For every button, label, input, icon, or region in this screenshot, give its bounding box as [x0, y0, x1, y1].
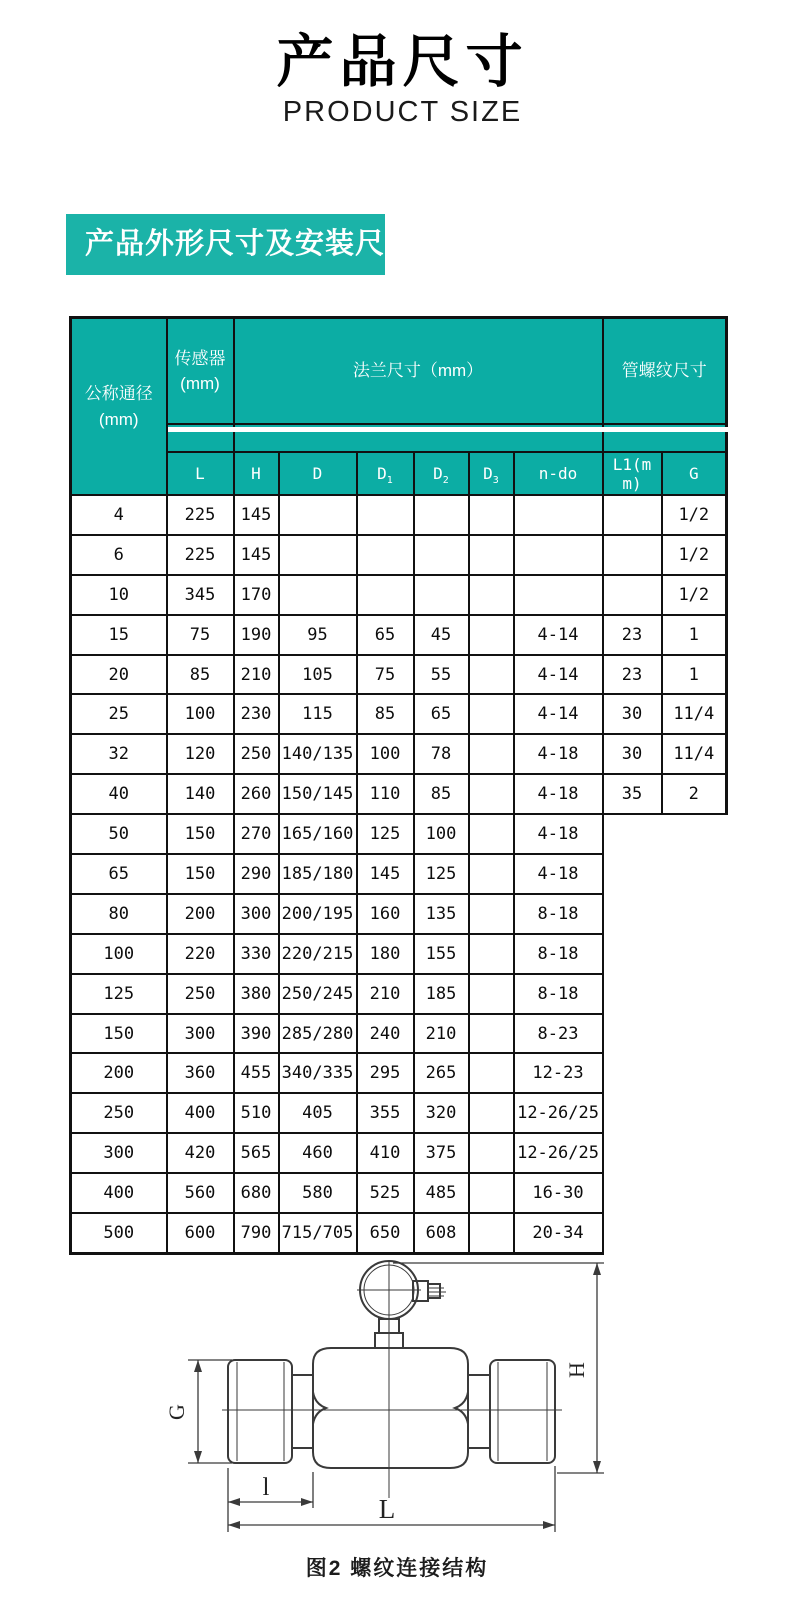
table-cell: [514, 495, 603, 535]
table-cell: 80: [71, 894, 167, 934]
table-cell: 150: [167, 814, 234, 854]
table-row: [71, 535, 727, 575]
table-cell: 11/4: [662, 734, 727, 774]
table-cell: 110: [357, 774, 414, 814]
table-cell: 185/180: [279, 854, 357, 894]
table-row: [71, 1133, 727, 1173]
table-cell: [603, 1093, 662, 1133]
table-cell: [662, 1173, 727, 1213]
table-cell: [469, 495, 514, 535]
table-cell: 15: [71, 615, 167, 655]
table-cell: 50: [71, 814, 167, 854]
table-cell: 190: [234, 615, 279, 655]
table-cell: 565: [234, 1133, 279, 1173]
table-cell: 300: [71, 1133, 167, 1173]
g-arrow-up: [194, 1360, 202, 1372]
table-cell: 145: [234, 495, 279, 535]
header-gap-strip: [168, 427, 728, 432]
table-cell: 125: [414, 854, 469, 894]
L-dimension-label: L: [378, 1494, 396, 1524]
table-cell: 8-18: [514, 894, 603, 934]
table-cell: 12-26/25: [514, 1093, 603, 1133]
table-cell: [603, 1053, 662, 1093]
table-cell: 1: [662, 655, 727, 695]
table-cell: 300: [234, 894, 279, 934]
table-cell: 210: [234, 655, 279, 695]
table-row: [71, 575, 727, 615]
table-cell: 200: [71, 1053, 167, 1093]
table-cell: [603, 1133, 662, 1173]
table-cell: 65: [414, 694, 469, 734]
table-cell: [357, 535, 414, 575]
table-cell: [279, 575, 357, 615]
table-cell: 8-18: [514, 974, 603, 1014]
table-cell: 145: [234, 535, 279, 575]
table-cell: 230: [234, 694, 279, 734]
table-row: [71, 814, 727, 854]
page-title: 产品尺寸: [276, 30, 529, 94]
table-cell: 95: [279, 615, 357, 655]
table-cell: 150: [167, 854, 234, 894]
table-cell: 160: [357, 894, 414, 934]
table-cell: 65: [71, 854, 167, 894]
header-group-pipe-thread-text: 管螺纹尺寸: [621, 361, 707, 381]
table-cell: 4-18: [514, 814, 603, 854]
table-cell: 330: [234, 934, 279, 974]
table-cell: [603, 1014, 662, 1054]
table-cell: [469, 1093, 514, 1133]
table-cell: 185: [414, 974, 469, 1014]
table-cell: [603, 495, 662, 535]
table-cell: 225: [167, 535, 234, 575]
table-cell: 30: [603, 734, 662, 774]
table-cell: 100: [71, 934, 167, 974]
table-cell: 680: [234, 1173, 279, 1213]
table-cell: [603, 1173, 662, 1213]
L-arrow-right: [543, 1521, 555, 1529]
table-cell: 420: [167, 1133, 234, 1173]
table-cell: 790: [234, 1213, 279, 1253]
table-cell: 8-23: [514, 1014, 603, 1054]
table-cell: 460: [279, 1133, 357, 1173]
table-cell: 100: [167, 694, 234, 734]
table-cell: [514, 575, 603, 615]
table-cell: [414, 495, 469, 535]
column-header-L: L: [167, 452, 234, 495]
table-cell: 285/280: [279, 1014, 357, 1054]
table-cell: [662, 1053, 727, 1093]
column-header-D: D: [279, 452, 357, 495]
table-cell: 290: [234, 854, 279, 894]
table-cell: 510: [234, 1093, 279, 1133]
table-cell: 300: [167, 1014, 234, 1054]
section-banner: 产品外形尺寸及安装尺寸: [66, 214, 385, 275]
table-row: [71, 934, 727, 974]
table-cell: 400: [167, 1093, 234, 1133]
table-cell: 12-26/25: [514, 1133, 603, 1173]
table-cell: 410: [357, 1133, 414, 1173]
table-cell: [414, 575, 469, 615]
table-cell: [469, 1133, 514, 1173]
table-cell: 11/4: [662, 694, 727, 734]
table-cell: [469, 615, 514, 655]
table-cell: 4-14: [514, 655, 603, 695]
table-cell: [469, 1173, 514, 1213]
table-cell: 140: [167, 774, 234, 814]
table-cell: 360: [167, 1053, 234, 1093]
table-cell: 150/145: [279, 774, 357, 814]
table-row: [71, 615, 727, 655]
l-dimension-label: l: [262, 1474, 270, 1501]
table-cell: 20-34: [514, 1213, 603, 1253]
table-cell: 40: [71, 774, 167, 814]
column-header-H: H: [234, 452, 279, 495]
table-cell: 155: [414, 934, 469, 974]
g-arrow-down: [194, 1451, 202, 1463]
table-cell: [357, 575, 414, 615]
table-cell: [603, 814, 662, 854]
table-cell: [603, 934, 662, 974]
h-arrow-up: [593, 1263, 601, 1275]
table-cell: 23: [603, 655, 662, 695]
table-cell: 85: [414, 774, 469, 814]
table-cell: [603, 894, 662, 934]
table-cell: 1/2: [662, 495, 727, 535]
table-row: [71, 694, 727, 734]
table-cell: 4-18: [514, 774, 603, 814]
header-group-sensor-unit: (mm): [180, 374, 220, 393]
table-cell: [469, 1053, 514, 1093]
table-cell: 500: [71, 1213, 167, 1253]
column-header-D3: $D_3$: [469, 452, 514, 495]
table-cell: [469, 575, 514, 615]
l-arrow-left: [228, 1498, 240, 1506]
table-cell: [469, 535, 514, 575]
table-cell: 345: [167, 575, 234, 615]
table-cell: [662, 1133, 727, 1173]
table-cell: 375: [414, 1133, 469, 1173]
table-row: [71, 854, 727, 894]
table-cell: [469, 655, 514, 695]
table-cell: 608: [414, 1213, 469, 1253]
table-cell: 78: [414, 734, 469, 774]
header-nominal-diameter-unit: (mm): [98, 409, 139, 429]
table-cell: 265: [414, 1053, 469, 1093]
table-cell: 4: [71, 495, 167, 535]
table-cell: 220: [167, 934, 234, 974]
table-cell: [662, 894, 727, 934]
table-cell: 390: [234, 1014, 279, 1054]
table-cell: 145: [357, 854, 414, 894]
table-cell: 525: [357, 1173, 414, 1213]
table-cell: 715/705: [279, 1213, 357, 1253]
table-cell: 340/335: [279, 1053, 357, 1093]
figure-caption: 图2 螺纹连接结构: [305, 1557, 489, 1580]
table-cell: 4-14: [514, 615, 603, 655]
table-cell: [603, 974, 662, 1014]
h-arrow-down: [593, 1461, 601, 1473]
page-subtitle: PRODUCT SIZE: [282, 96, 523, 128]
table-row: [71, 495, 727, 535]
table-cell: 65: [357, 615, 414, 655]
table-cell: [662, 854, 727, 894]
table-cell: [662, 934, 727, 974]
table-cell: [357, 495, 414, 535]
table-cell: 1: [662, 615, 727, 655]
gauge-side-connector: [413, 1281, 428, 1301]
table-cell: [469, 774, 514, 814]
table-cell: 200: [167, 894, 234, 934]
table-cell: 6: [71, 535, 167, 575]
table-cell: [662, 814, 727, 854]
table-cell: 32: [71, 734, 167, 774]
table-cell: [603, 854, 662, 894]
column-header-G: G: [662, 452, 727, 495]
table-cell: [469, 854, 514, 894]
table-cell: 650: [357, 1213, 414, 1253]
table-cell: 225: [167, 495, 234, 535]
table-cell: [662, 1213, 727, 1253]
table-cell: 580: [279, 1173, 357, 1213]
header-group-flange-text: 法兰尺寸（mm）: [352, 361, 484, 381]
column-header-L1: L1(mm): [603, 452, 662, 495]
table-cell: [469, 974, 514, 1014]
header-group-flange: [234, 318, 603, 425]
table-cell: 100: [414, 814, 469, 854]
right-neck: [468, 1375, 490, 1448]
table-cell: 10: [71, 575, 167, 615]
table-cell: 170: [234, 575, 279, 615]
table-cell: [469, 694, 514, 734]
header-group-sensor-text: 传感器: [174, 348, 226, 368]
table-cell: 100: [357, 734, 414, 774]
table-cell: [279, 495, 357, 535]
table-cell: 45: [414, 615, 469, 655]
table-cell: 125: [357, 814, 414, 854]
right-fitting: [490, 1360, 555, 1463]
table-cell: [514, 535, 603, 575]
column-header-D2: $D_2$: [414, 452, 469, 495]
table-cell: 210: [414, 1014, 469, 1054]
table-cell: 8-18: [514, 934, 603, 974]
table-row: [71, 1053, 727, 1093]
table-cell: 23: [603, 615, 662, 655]
table-row: [71, 974, 727, 1014]
table-cell: 20: [71, 655, 167, 695]
table-cell: 455: [234, 1053, 279, 1093]
table-cell: 120: [167, 734, 234, 774]
table-cell: 4-14: [514, 694, 603, 734]
l-arrow-right: [301, 1498, 313, 1506]
table-cell: 250/245: [279, 974, 357, 1014]
table-cell: 250: [234, 734, 279, 774]
table-row: [71, 1173, 727, 1213]
header-group-sensor: [167, 318, 234, 425]
h-dimension-label: H: [564, 1362, 589, 1378]
table-cell: 270: [234, 814, 279, 854]
table-cell: 105: [279, 655, 357, 695]
table-cell: [662, 974, 727, 1014]
table-row: [71, 655, 727, 695]
table-cell: 135: [414, 894, 469, 934]
table-cell: [662, 1014, 727, 1054]
table-cell: 75: [167, 615, 234, 655]
g-dimension-label: G: [164, 1404, 189, 1420]
table-cell: 85: [357, 694, 414, 734]
table-cell: [603, 535, 662, 575]
table-cell: [469, 814, 514, 854]
table-cell: 12-23: [514, 1053, 603, 1093]
table-cell: 200/195: [279, 894, 357, 934]
table-cell: [279, 535, 357, 575]
column-header-D1: $D_1$: [357, 452, 414, 495]
table-cell: 380: [234, 974, 279, 1014]
table-cell: 16-30: [514, 1173, 603, 1213]
table-cell: 85: [167, 655, 234, 695]
table-cell: 1/2: [662, 535, 727, 575]
table-cell: 30: [603, 694, 662, 734]
table-cell: [469, 894, 514, 934]
left-neck: [292, 1375, 313, 1448]
table-body: [71, 495, 727, 1253]
table-cell: 55: [414, 655, 469, 695]
table-cell: 355: [357, 1093, 414, 1133]
table-cell: [603, 575, 662, 615]
table-cell: 405: [279, 1093, 357, 1133]
table-row: [71, 1014, 727, 1054]
table-cell: 250: [71, 1093, 167, 1133]
header-nominal-diameter: [71, 318, 167, 496]
table-cell: 240: [357, 1014, 414, 1054]
table-cell: 150: [71, 1014, 167, 1054]
dimensions-table: [69, 316, 728, 1255]
table-cell: 1/2: [662, 575, 727, 615]
table-row: [71, 894, 727, 934]
table-cell: 75: [357, 655, 414, 695]
table-cell: [414, 535, 469, 575]
table-cell: 25: [71, 694, 167, 734]
header-nominal-diameter-text: 公称通径: [84, 384, 153, 403]
threaded-connection-diagram: [150, 1228, 650, 1540]
table-row: [71, 774, 727, 814]
table-cell: 4-18: [514, 734, 603, 774]
table-cell: 165/160: [279, 814, 357, 854]
table-cell: 220/215: [279, 934, 357, 974]
table-cell: 125: [71, 974, 167, 1014]
table-cell: 320: [414, 1093, 469, 1133]
table-cell: 140/135: [279, 734, 357, 774]
dimensions-table-wrapper: [69, 316, 728, 1255]
table-row: [71, 734, 727, 774]
table-cell: [469, 734, 514, 774]
table-cell: 180: [357, 934, 414, 974]
header-group-pipe-thread: [603, 318, 727, 425]
table-cell: 35: [603, 774, 662, 814]
table-cell: 295: [357, 1053, 414, 1093]
table-cell: 210: [357, 974, 414, 1014]
L-arrow-left: [228, 1521, 240, 1529]
table-cell: [469, 1014, 514, 1054]
table-cell: 600: [167, 1213, 234, 1253]
left-fitting: [228, 1360, 292, 1463]
table-row: [71, 1093, 727, 1133]
table-cell: 260: [234, 774, 279, 814]
column-header-ndo: n-do: [514, 452, 603, 495]
table-cell: 2: [662, 774, 727, 814]
table-cell: 115: [279, 694, 357, 734]
table-cell: 400: [71, 1173, 167, 1213]
table-cell: 485: [414, 1173, 469, 1213]
table-cell: 4-18: [514, 854, 603, 894]
table-cell: [469, 934, 514, 974]
meter-body: [313, 1348, 468, 1468]
table-cell: 250: [167, 974, 234, 1014]
table-cell: [662, 1093, 727, 1133]
table-cell: 560: [167, 1173, 234, 1213]
